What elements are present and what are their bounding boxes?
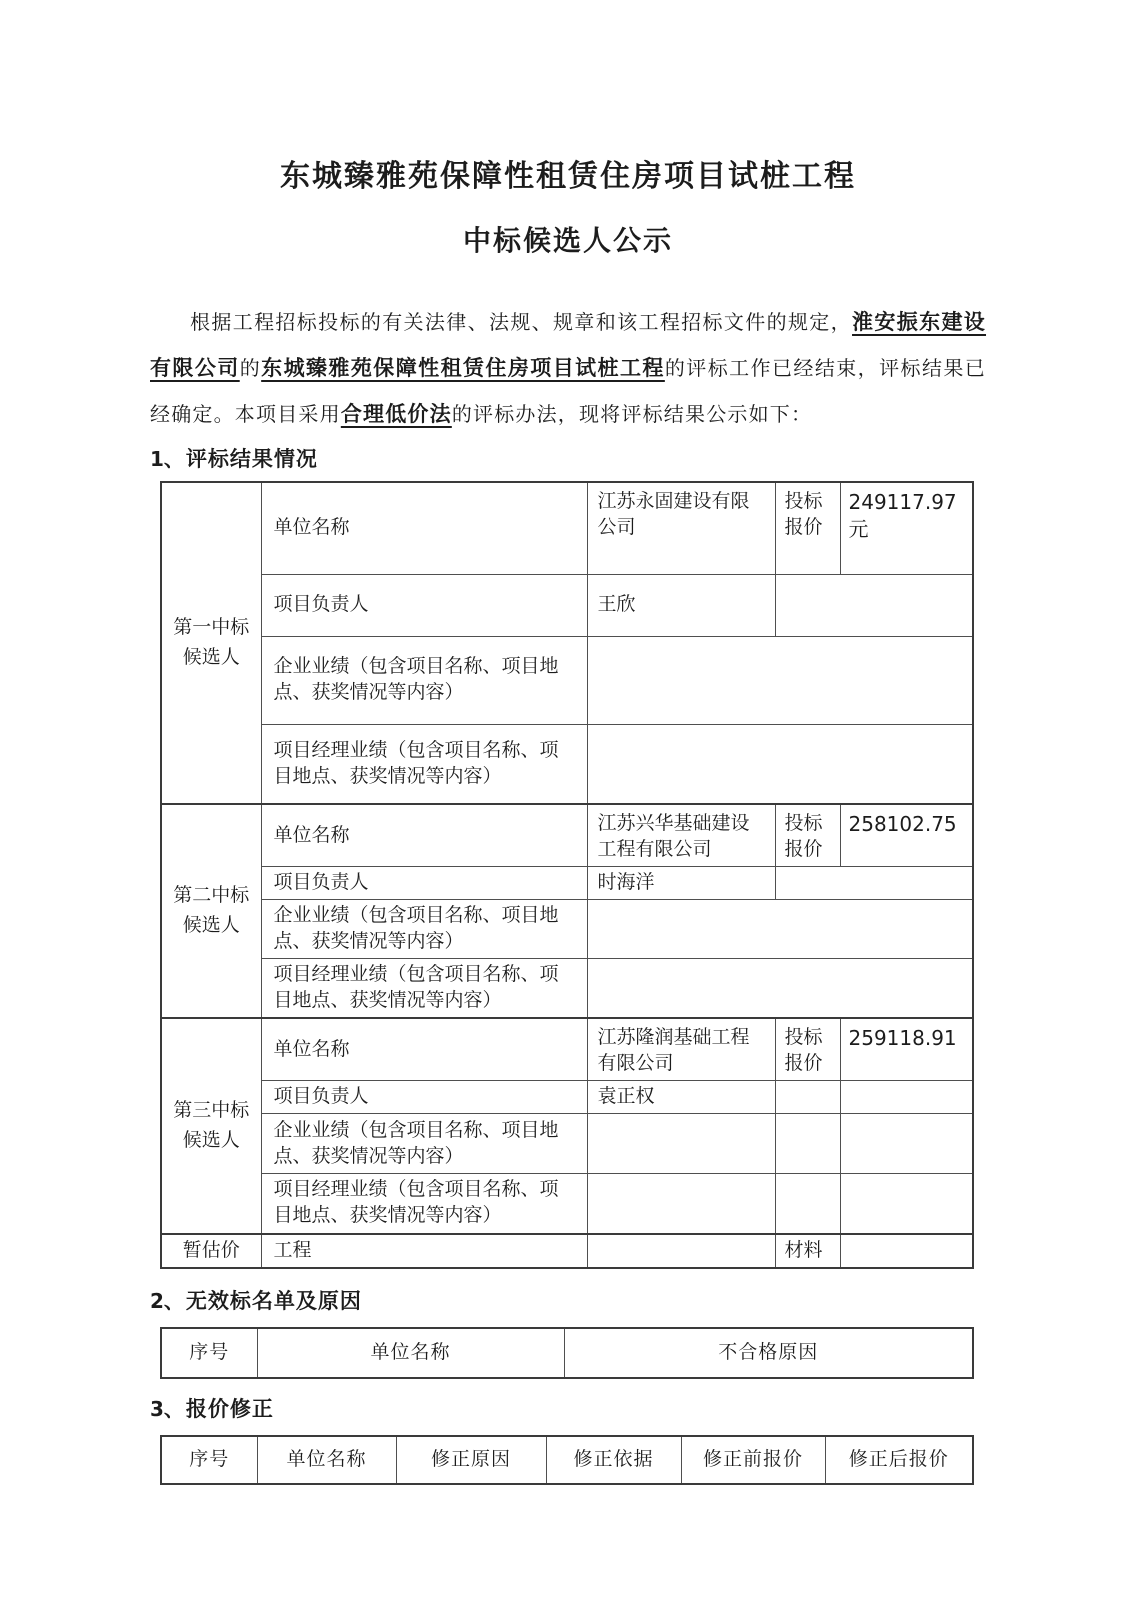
table-row [161,1081,973,1114]
section-1-heading [150,444,986,475]
section-2-heading [150,1286,986,1317]
bid-price-unit: 元 [848,517,869,541]
empty-cell [840,1081,973,1114]
candidate-2-group-label: 第二中标候选人 [161,804,261,1018]
project-manager-label: 项目负责人 [261,867,587,900]
intro-seg1: 根据工程招标投标的有关法律、法规、规章和该工程招标文件的规定， [190,312,853,334]
candidate-3-bid-price [840,1018,973,1081]
estimate-material-label: 材料 [775,1234,840,1268]
enterprise-performance-label: 企业业绩（包含项目名称、项目地点、获奖情况等内容） [261,1114,587,1174]
estimate-material-value [840,1234,973,1268]
bid-price-label: 投标报价 [775,804,840,867]
intro-method-name: 合理低价法 [340,402,452,426]
table-header-row [161,1436,973,1484]
intro-seg5: 的评标工作已经结束，评标结果已经确定。本项目采用 [150,358,987,426]
price-correction-table [160,1435,974,1485]
correction-basis-header: 修正依据 [546,1436,681,1484]
section-3-heading [150,1394,986,1425]
candidate-1-enterprise-performance-value [587,636,973,724]
bid-price-value: 249117.97 [848,490,957,514]
candidate-1-block [161,482,973,804]
candidate-2-company-value: 江苏兴华基础建设工程有限公司 [587,804,775,867]
table-row [161,900,973,959]
intro-paragraph [150,300,986,438]
page-subtitle: 中标候选人公示 [462,225,673,256]
empty-cell [775,1174,840,1234]
candidate-3-manager-value: 袁正权 [587,1081,775,1114]
manager-performance-label: 项目经理业绩（包含项目名称、项目地点、获奖情况等内容） [261,1174,587,1234]
invalid-bid-table [160,1327,974,1379]
table-row [161,1018,973,1081]
table-header-row [161,1328,973,1378]
correction-company-header: 单位名称 [257,1436,396,1484]
candidate-2-block [161,804,973,1018]
correction-price-before-header: 修正前报价 [681,1436,825,1484]
empty-cell [775,867,973,900]
enterprise-performance-label: 企业业绩（包含项目名称、项目地点、获奖情况等内容） [261,900,587,959]
estimate-engineering-label: 工程 [261,1234,587,1268]
estimate-engineering-value [587,1234,775,1268]
table-row [161,1234,973,1268]
intro-project-name: 东城臻雅苑保障性租赁住房项目试桩工程 [261,356,665,380]
candidate-1-manager-value: 王欣 [587,574,775,636]
estimate-price-label: 暂估价 [161,1234,261,1268]
section-3-title: 报价修正 [185,1397,274,1421]
table-row [161,867,973,900]
intro-bidder-name: 淮安振东建设有限公司 [150,310,987,380]
bid-price-value: 258102.75 [848,812,957,836]
enterprise-performance-label: 企业业绩（包含项目名称、项目地点、获奖情况等内容） [261,636,587,724]
manager-performance-label: 项目经理业绩（包含项目名称、项目地点、获奖情况等内容） [261,724,587,804]
candidate-3-manager-performance-value [587,1174,775,1234]
candidate-2-manager-value: 时海洋 [587,867,775,900]
empty-cell [840,1174,973,1234]
table-row [161,1174,973,1234]
empty-cell [775,574,973,636]
project-manager-label: 项目负责人 [261,574,587,636]
section-2-title: 无效标名单及原因 [185,1289,362,1313]
candidate-3-block [161,1018,973,1234]
table-row [161,636,973,724]
candidate-1-company-value: 江苏永固建设有限公司 [587,482,775,574]
bid-price-value: 259118.91 [848,1026,957,1050]
empty-cell [775,1114,840,1174]
candidate-1-manager-performance-value [587,724,973,804]
project-manager-label: 项目负责人 [261,1081,587,1114]
estimate-price-block [161,1234,973,1268]
intro-seg7: 的评标办法，现将评标结果公示如下： [451,404,813,426]
table-row [161,1114,973,1174]
table-row [161,959,973,1019]
manager-performance-label: 项目经理业绩（包含项目名称、项目地点、获奖情况等内容） [261,959,587,1019]
table-row [161,724,973,804]
correction-serial-header: 序号 [161,1436,257,1484]
correction-price-after-header: 修正后报价 [825,1436,973,1484]
intro-seg3: 的 [239,358,262,380]
bid-price-label: 投标报价 [775,1018,840,1081]
candidate-1-bid-price [840,482,973,574]
candidate-3-enterprise-performance-value [587,1114,775,1174]
section-1-title: 评标结果情况 [185,448,318,471]
section-3-number: 3、 [150,1396,184,1421]
table-row [161,482,973,574]
table-row [161,574,973,636]
correction-reason-header: 修正原因 [396,1436,546,1484]
evaluation-result-table [160,481,974,1269]
invalid-bid-reason-header: 不合格原因 [564,1328,973,1378]
candidate-2-enterprise-performance-value [587,900,973,959]
page-title: 东城臻雅苑保障性租赁住房项目试桩工程 [280,160,856,193]
bid-price-label: 投标报价 [775,482,840,574]
invalid-bid-company-header: 单位名称 [257,1328,564,1378]
empty-cell [775,1081,840,1114]
candidate-3-company-value: 江苏隆润基础工程有限公司 [587,1018,775,1081]
company-name-label: 单位名称 [261,482,587,574]
empty-cell [840,1114,973,1174]
company-name-label: 单位名称 [261,804,587,867]
candidate-3-group-label: 第三中标候选人 [161,1018,261,1234]
candidate-1-group-label: 第一中标候选人 [161,482,261,804]
section-2-number: 2、 [150,1288,184,1313]
company-name-label: 单位名称 [261,1018,587,1081]
candidate-2-manager-performance-value [587,959,973,1019]
section-1-number: 1、 [150,447,184,471]
table-row [161,804,973,867]
invalid-bid-serial-header: 序号 [161,1328,257,1378]
candidate-2-bid-price [840,804,973,867]
